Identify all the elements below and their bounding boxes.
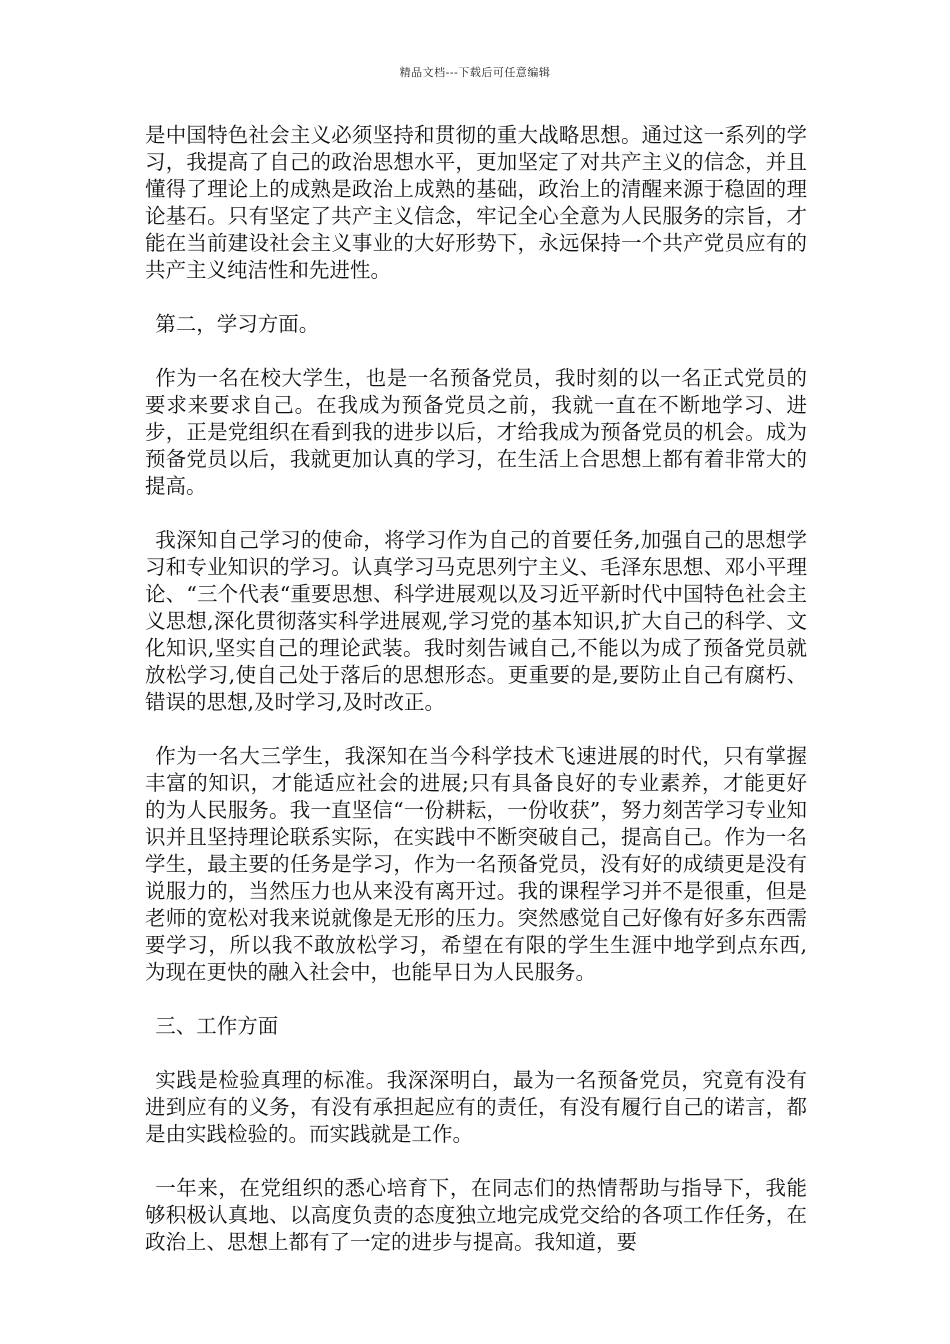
paragraph-work-year-review: 一年来，在党组织的悉心培育下，在同志们的热情帮助与指导下，我能够积极认真地、以高度负责的态度独立地完成党交给的各项工作任务，在政治上、思想上都有了一定的进步与提高。我知道，要 <box>145 1176 807 1254</box>
paragraph-study-junior-year: 作为一名大三学生，我深知在当今科学技术飞速进展的时代，只有掌握丰富的知识，才能适应社会的进展;只有具备良好的专业素养，才能更好的为人民服务。我一直坚信“一份耕耘，一份收获”，努力刻苦学习专业知识并且坚持理论联系实际，在实践中不断突破自己，提高自己。作为一名学生，最主要的任务是学习，作为一名预备党员，没有好的成绩更是没有说服力的，当然压力也从来没有离开过。我的课程学习并不是很重，但是老师的宽松对我来说就像是无形的压力。突然感觉自己好像有好多东西需要学习，所以我不敢放松学习，希望在有限的学生生涯中地学到点东西,为现在更快的融入社会中，也能早日为人民服务。 <box>145 744 807 984</box>
section-heading-work: 三、工作方面 <box>155 1014 279 1038</box>
paragraph-work-practice: 实践是检验真理的标准。我深深明白，最为一名预备党员，究竟有没有进到应有的义务，有没有承担起应有的责任，有没有履行自己的诺言，都是由实践检验的。而实践就是工作。 <box>145 1068 807 1146</box>
paragraph-study-mission: 我深知自己学习的使命，将学习作为自己的首要任务,加强自己的思想学习和专业知识的学习。认真学习马克思列宁主义、毛泽东思想、邓小平理论、“三个代表“重要思想、科学进展观以及习近平新时代中国特色社会主义思想,深化贯彻落实科学进展观,学习党的基本知识,扩大自己的科学、文化知识,坚实自己的理论武装。我时刻告诫自己,不能以为成了预备党员就放松学习,使自己处于落后的思想形态。更重要的是,要防止自己有腐朽、错误的思想,及时学习,及时改正。 <box>145 528 807 714</box>
section-heading-study: 第二，学习方面。 <box>155 312 320 336</box>
paragraph-study-intro: 作为一名在校大学生，也是一名预备党员，我时刻的以一名正式党员的要求来要求自己。在我成为预备党员之前，我就一直在不断地学习、进步，正是党组织在看到我的进步以后，才给我成为预备党员的机会。成为预备党员以后，我就更加认真的学习，在生活上合思想上都有着非常大的提高。 <box>145 366 807 498</box>
page-header: 精品文档---下载后可任意编辑 <box>399 66 551 79</box>
paragraph-ideology-conclusion: 是中国特色社会主义必须坚持和贯彻的重大战略思想。通过这一系列的学习，我提高了自己的政治思想水平，更加坚定了对共产主义的信念，并且懂得了理论上的成熟是政治上成熟的基础，政治上的清醒来源于稳固的理论基石。只有坚定了共产主义信念，牢记全心全意为人民服务的宗旨，才能在当前建设社会主义事业的大好形势下，永远保持一个共产党员应有的共产主义纯洁性和先进性。 <box>145 123 807 282</box>
document-body <box>145 122 807 1283</box>
